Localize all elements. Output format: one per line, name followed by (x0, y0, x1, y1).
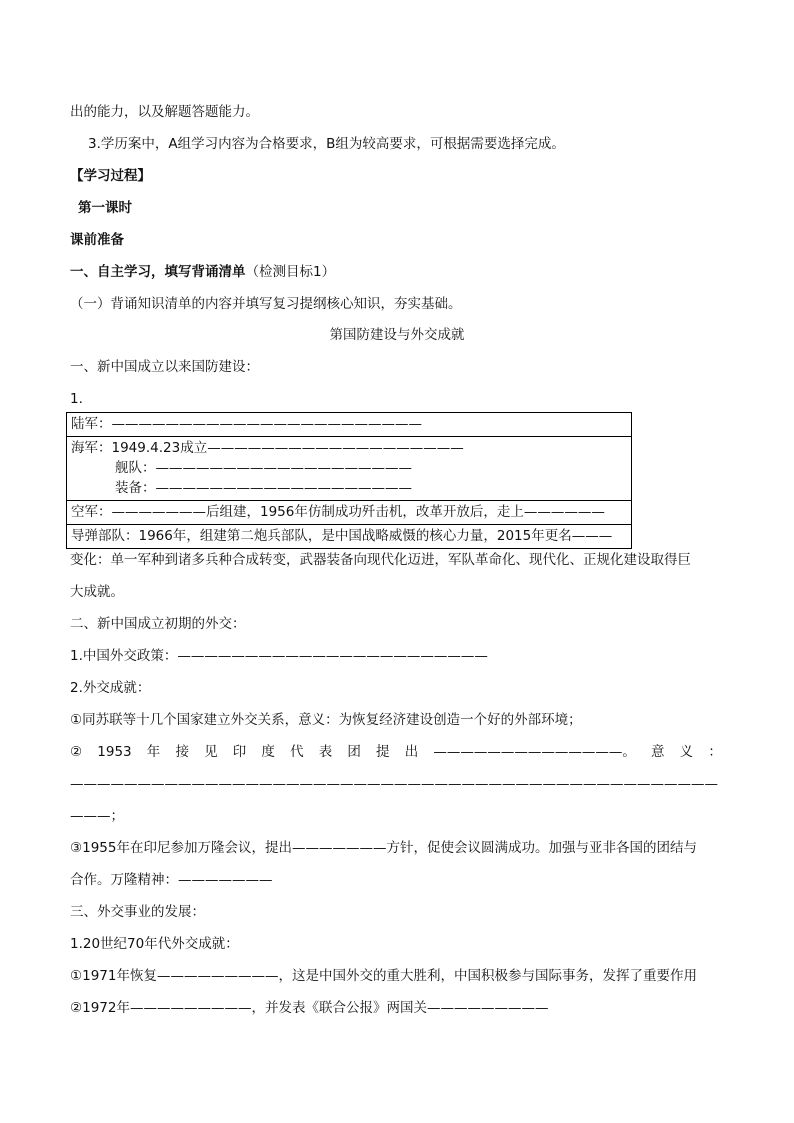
table-row (67, 437, 632, 501)
blank-line: ———————————————————————————————————————————————— (70, 776, 718, 792)
spread-token: 团 (347, 744, 361, 760)
table-cell-army: 陆军：——————————————————————— (67, 413, 632, 437)
text-line: 大成就。 (70, 584, 124, 600)
section-heading: 【学习过程】 (70, 168, 151, 184)
task-heading-bold: 一、自主学习，填写背诵清单 (70, 264, 246, 280)
spread-token: 度 (261, 744, 275, 760)
spread-token: 年 (146, 744, 161, 760)
navy-equipment-line: 装备：——————————————————— (115, 480, 412, 496)
subheading: 课前准备 (70, 232, 124, 248)
text-line: 出的能力，以及解题答题能力。 (70, 104, 259, 120)
text-line: 合作。万隆精神：——————— (70, 872, 273, 888)
justified-line (70, 743, 722, 761)
spread-token: 代 (290, 744, 304, 760)
text-line: ③1955年在印尼参加万隆会议，提出———————方针，促使会议圆满成功。加强与亚非各国的团结与 (70, 840, 697, 856)
text-line: 1. (70, 391, 83, 407)
table-row (67, 413, 632, 437)
page-title: 第国防建设与外交成就 (329, 327, 465, 343)
text-line: 1.中国外交政策：——————————————————————— (70, 648, 488, 664)
task-heading-note: （检测目标1） (245, 264, 336, 280)
navy-line: 海军：1949.4.23成立——————————————————— (71, 440, 464, 456)
text-line: 一、新中国成立以来国防建设： (70, 359, 259, 375)
text-line: 3.学历案中，A组学习内容为合格要求，B组为较高要求，可根据需要选择完成。 (88, 136, 565, 152)
section-heading: 二、新中国成立初期的外交： (70, 616, 246, 632)
spread-token: 1953 (97, 744, 132, 760)
spread-token: 接 (175, 744, 189, 760)
section-heading: 三、外交事业的发展： (70, 904, 205, 920)
spread-token: ： (708, 744, 722, 760)
spread-token: 出 (404, 744, 419, 760)
spread-token: ——————————————。 (433, 744, 636, 760)
table-row (67, 525, 632, 549)
text-line: 2.外交成就： (70, 680, 151, 696)
spread-token: 义 (679, 744, 694, 760)
text-line: 1.20世纪70年代外交成就： (70, 936, 239, 952)
text-line: 变化：单一军种到诸多兵种合成转变，武器装备向现代化迈进，军队革命化、现代化、正规化建设取得巨 (70, 552, 691, 568)
spread-token: 见 (204, 744, 218, 760)
text-line: （一）背诵知识清单的内容并填写复习提纲核心知识，夯实基础。 (70, 296, 462, 312)
spread-token: 提 (376, 744, 390, 760)
text-line: ①同苏联等十几个国家建立外交关系，意义：为恢复经济建设创造一个好的外部环境； (70, 712, 582, 728)
lesson-heading: 第一课时 (78, 200, 132, 216)
defense-table (66, 412, 632, 549)
text-line: ①1971年恢复—————————，这是中国外交的重大胜利，中国积极参与国际事务，发挥了重要作用 (70, 968, 697, 984)
table-cell-missile: 导弹部队：1966年，组建第二炮兵部队，是中国战略威慑的核心力量，2015年更名——— (67, 525, 632, 549)
spread-token: 意 (651, 744, 665, 760)
spread-token: 印 (232, 744, 247, 760)
task-heading (70, 263, 335, 281)
navy-fleet-line: 舰队：——————————————————— (115, 460, 412, 476)
table-row (67, 501, 632, 525)
spread-token: 表 (318, 744, 333, 760)
table-cell-airforce: 空军：———————后组建，1956年仿制成功歼击机，改革开放后，走上—————— (67, 501, 632, 525)
blank-line: ———； (70, 808, 124, 824)
spread-token: ② (70, 744, 83, 760)
text-line: ②1972年—————————，并发表《联合公报》两国关————————— (70, 1000, 549, 1016)
table-cell-navy (67, 437, 632, 501)
